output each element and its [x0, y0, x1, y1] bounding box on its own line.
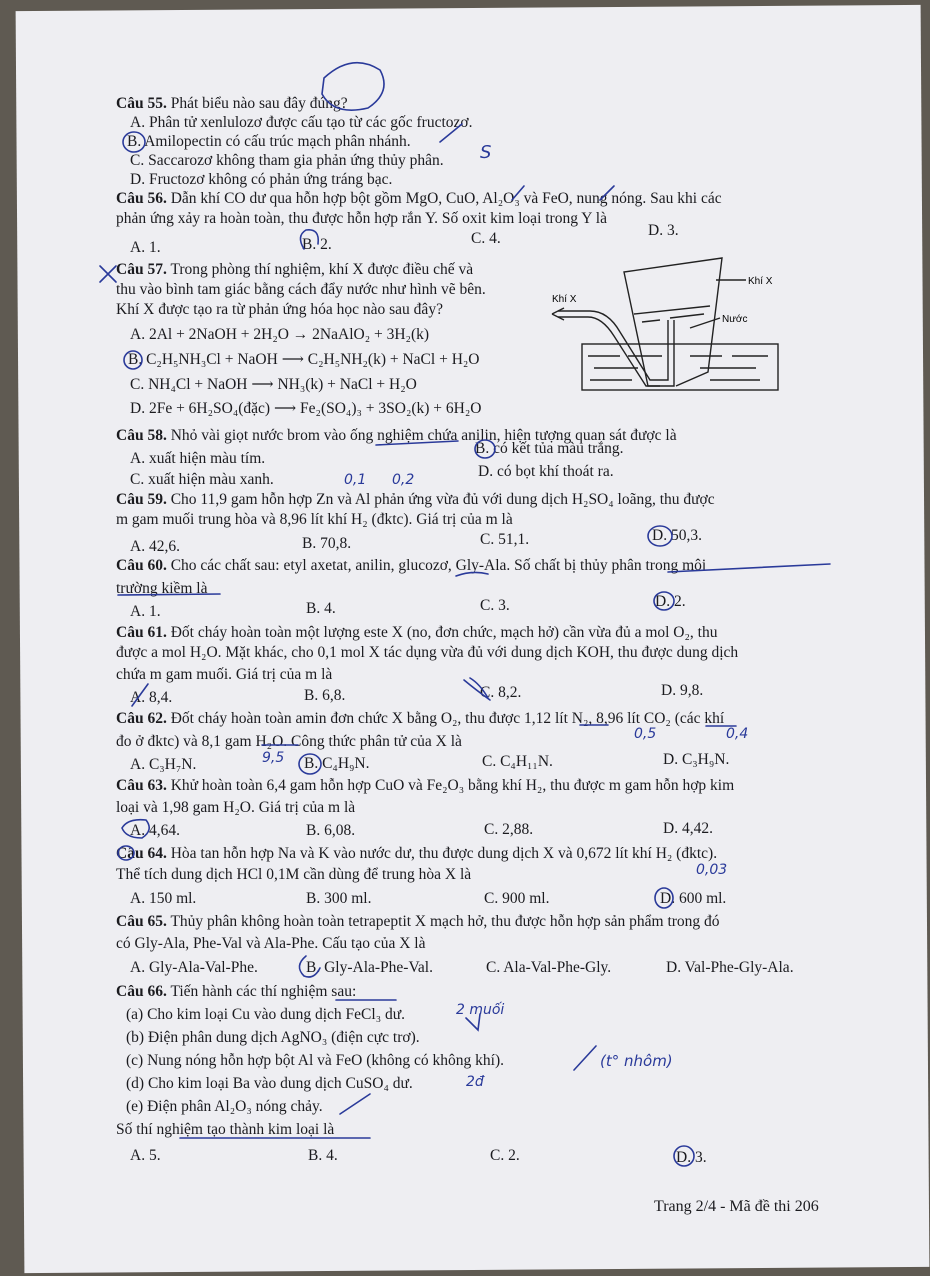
q63-option-c[interactable]: C. 2,88. — [484, 821, 534, 838]
q65-stem-2: có Gly-Ala, Phe-Val và Ala-Phe. Cấu tạo của X là — [116, 935, 426, 952]
note-h2o: 9,5 — [262, 750, 285, 766]
q57-option-a[interactable]: A. 2Al + 2NaOH + 2H₂O → 2NaAlO₂ + 3H₂(k) — [130, 326, 430, 343]
q56-stem: Câu 56. Dẫn khí CO dư qua hỗn hợp bột gồm MgO, CuO, Al₂O₃ và FeO, nung nóng. Sau khi các — [116, 190, 722, 207]
q62-option-d[interactable]: D. C₃H₉N. — [663, 751, 730, 768]
note-exp-d: 2đ — [466, 1074, 484, 1090]
q56-stem-2: phản ứng xảy ra hoàn toàn, thu được hỗn hợp rắn Y. Số oxit kim loại trong Y là — [116, 210, 607, 227]
q63-stem-2: loại và 1,98 gam H₂O. Giá trị của m là — [116, 799, 356, 816]
q57-stem-2: thu vào bình tam giác bằng cách đẩy nước như hình vẽ bên. — [116, 281, 486, 298]
q55-option-d[interactable]: D. Fructozơ không có phản ứng tráng bạc. — [130, 171, 393, 188]
q62-option-b[interactable]: B. C₄H₉N. — [304, 755, 370, 772]
q66-exp-b: (b) Điện phân dung dịch AgNO₃ (điện cực trơ). — [126, 1029, 420, 1046]
q64-option-c[interactable]: C. 900 ml. — [484, 890, 550, 907]
q59-option-d[interactable]: D. 50,3. — [652, 527, 702, 544]
q66-exp-e: (e) Điện phân Al₂O₃ nóng chảy. — [126, 1098, 323, 1115]
q57-stem-3: Khí X được tạo ra từ phản ứng hóa học nào sau đây? — [116, 301, 443, 318]
q59-option-b[interactable]: B. 70,8. — [302, 535, 352, 552]
note-exp-a: 2 muối — [456, 1002, 505, 1018]
note-n2: 0,5 — [634, 726, 657, 742]
q61-option-c[interactable]: C. 8,2. — [480, 684, 522, 701]
q58-stem: Câu 58. Nhỏ vài giọt nước brom vào ống nghiệm chứa anilin, hiện tượng quan sát được là — [116, 427, 677, 444]
q55-option-b[interactable]: B. Amilopectin có cấu trúc mạch phân nhánh. — [127, 133, 411, 150]
note-q55: S — [480, 142, 492, 163]
q64-stem-2: Thể tích dung dịch HCl 0,1M cần dùng để trung hòa X là — [116, 866, 472, 883]
q64-option-b[interactable]: B. 300 ml. — [306, 890, 372, 907]
q64-option-a[interactable]: A. 150 ml. — [130, 890, 197, 907]
q55-option-c[interactable]: C. Saccarozơ không tham gia phản ứng thủy phân. — [130, 152, 444, 169]
q61-option-a[interactable]: A. 8,4. — [130, 689, 173, 706]
q55-option-a[interactable]: A. Phân tử xenlulozơ được cấu tạo từ các gốc fructozơ. — [130, 114, 473, 131]
q60-option-a[interactable]: A. 1. — [130, 603, 161, 620]
page-footer: Trang 2/4 - Mã đề thi 206 — [654, 1198, 819, 1215]
q63-option-a[interactable]: A. 4,64. — [130, 822, 180, 839]
gas-collection-diagram — [550, 252, 780, 400]
q59-stem: Câu 59. Cho 11,9 gam hỗn hợp Zn và Al phản ứng vừa đủ với dung dịch H₂SO₄ loãng, thu được — [116, 491, 715, 508]
note-h2: 0,03 — [696, 862, 728, 878]
q63-option-d[interactable]: D. 4,42. — [663, 820, 713, 837]
q62-option-c[interactable]: C. C₄H₁₁N. — [482, 753, 553, 770]
q57-stem: Câu 57. Trong phòng thí nghiệm, khí X được điều chế và — [116, 261, 474, 278]
fig-label-water: Nước — [722, 314, 748, 325]
q57-option-b[interactable]: B. C₂H₅NH₃Cl + NaOH ⟶ C₂H₅NH₂(k) + NaCl + H₂O — [128, 351, 480, 368]
note-al: 0,2 — [392, 472, 415, 488]
q56-option-b[interactable]: B. 2. — [302, 236, 332, 253]
q56-option-d[interactable]: D. 3. — [648, 222, 679, 239]
water-trough — [582, 344, 778, 390]
q59-stem-2: m gam muối trung hòa và 8,96 lít khí H₂ (đktc). Giá trị của m là — [116, 511, 513, 528]
q60-stem-2: trường kiềm là — [116, 580, 208, 597]
q62-stem: Câu 62. Đốt cháy hoàn toàn amin đơn chức X bằng O₂, thu được 1,12 lít N₂, 8,96 lít CO₂ (các khí — [116, 710, 725, 727]
q64-option-d[interactable]: D. 600 ml. — [660, 890, 727, 907]
q61-stem-3: chứa m gam muối. Giá trị của m là — [116, 666, 333, 683]
q61-stem: Câu 61. Đốt cháy hoàn toàn một lượng este X (no, đơn chức, mạch hở) cần vừa đủ a mol O₂, thu — [116, 624, 718, 641]
q65-option-a[interactable]: A. Gly-Ala-Val-Phe. — [130, 959, 258, 976]
q61-option-d[interactable]: D. 9,8. — [661, 682, 704, 699]
q55-stem: Câu 55. Phát biểu nào sau đây đúng? — [116, 95, 348, 112]
note-exp-c: (t° nhôm) — [600, 1052, 673, 1070]
q66-option-b[interactable]: B. 4. — [308, 1147, 338, 1164]
q62-stem-2: đo ở đktc) và 8,1 gam H₂O. Công thức phân tử của X là — [116, 733, 462, 750]
q61-option-b[interactable]: B. 6,8. — [304, 687, 346, 704]
q66-option-d[interactable]: D. 3. — [676, 1149, 707, 1166]
q60-option-b[interactable]: B. 4. — [306, 600, 336, 617]
q56-option-c[interactable]: C. 4. — [471, 230, 501, 247]
q66-option-a[interactable]: A. 5. — [130, 1147, 161, 1164]
q58-option-b[interactable]: B. có kết tủa màu trắng. — [475, 440, 624, 457]
q66-option-c[interactable]: C. 2. — [490, 1147, 520, 1164]
fig-label-gas-out: Khí X — [748, 276, 773, 287]
q63-stem: Câu 63. Khử hoàn toàn 6,4 gam hỗn hợp CuO và Fe₂O₃ bằng khí H₂, thu được m gam hỗn hợp kim — [116, 777, 735, 794]
q66-stem: Câu 66. Tiến hành các thí nghiệm sau: — [116, 983, 357, 1000]
q63-option-b[interactable]: B. 6,08. — [306, 822, 356, 839]
q59-option-a[interactable]: A. 42,6. — [130, 538, 180, 555]
q58-option-a[interactable]: A. xuất hiện màu tím. — [130, 450, 266, 467]
note-co2: 0,4 — [726, 726, 749, 742]
q64-stem: Câu 64. Hòa tan hỗn hợp Na và K vào nước dư, thu được dung dịch X và 0,672 lít khí H₂ (đktc). — [116, 845, 718, 862]
q61-stem-2: được a mol H₂O. Mặt khác, cho 0,1 mol X tác dụng vừa đủ với dung dịch KOH, thu được dung dịch — [116, 644, 739, 661]
q65-option-b[interactable]: B. Gly-Ala-Phe-Val. — [306, 959, 433, 976]
q65-option-c[interactable]: C. Ala-Val-Phe-Gly. — [486, 959, 612, 976]
q65-option-d[interactable]: D. Val-Phe-Gly-Ala. — [666, 959, 794, 976]
q62-option-a[interactable]: A. C₃H₇N. — [130, 756, 197, 773]
q60-option-c[interactable]: C. 3. — [480, 597, 510, 614]
q58-option-c[interactable]: C. xuất hiện màu xanh. — [130, 471, 274, 488]
q60-stem: Câu 60. Cho các chất sau: etyl axetat, anilin, glucozơ, Gly-Ala. Số chất bị thủy phân trong môi — [116, 557, 707, 574]
q65-stem: Câu 65. Thủy phân không hoàn toàn tetrapeptit X mạch hở, thu được hỗn hợp sản phẩm trong đó — [116, 913, 720, 930]
q66-exp-d: (d) Cho kim loại Ba vào dung dịch CuSO₄ dư. — [126, 1075, 413, 1092]
arrow-in-icon — [552, 308, 564, 320]
q57-option-d[interactable]: D. 2Fe + 6H₂SO₄(đặc) ⟶ Fe₂(SO₄)₃ + 3SO₂(k) + 6H₂O — [130, 400, 482, 417]
fig-label-gas-in: Khí X — [552, 294, 577, 305]
q60-option-d[interactable]: D. 2. — [655, 593, 686, 610]
q56-option-a[interactable]: A. 1. — [130, 239, 161, 256]
q66-exp-c: (c) Nung nóng hỗn hợp bột Al và FeO (không có không khí). — [126, 1052, 505, 1069]
note-zn: 0,1 — [344, 472, 367, 488]
q66-exp-a: (a) Cho kim loại Cu vào dung dịch FeCl₃ dư. — [126, 1006, 405, 1023]
q57-option-c[interactable]: C. NH₄Cl + NaOH ⟶ NH₃(k) + NaCl + H₂O — [130, 376, 417, 393]
q66-ask: Số thí nghiệm tạo thành kim loại là — [116, 1121, 335, 1138]
q59-option-c[interactable]: C. 51,1. — [480, 531, 530, 548]
q58-option-d[interactable]: D. có bọt khí thoát ra. — [478, 463, 614, 480]
